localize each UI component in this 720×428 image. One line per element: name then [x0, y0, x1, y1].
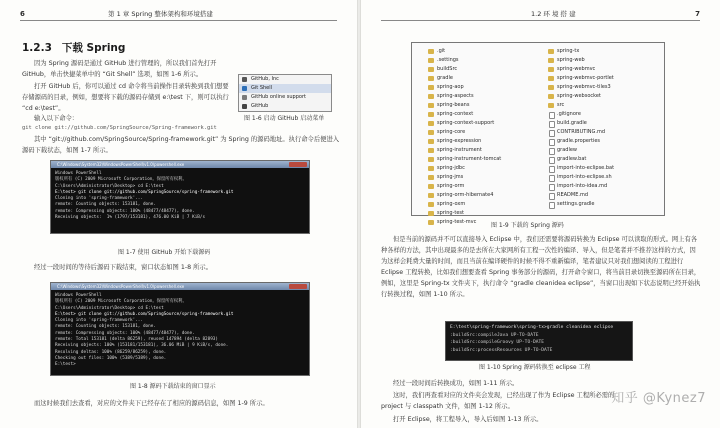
- github-icon: [242, 77, 247, 82]
- section-heading: [22, 40, 125, 55]
- folder-item[interactable]: [548, 47, 614, 56]
- right-page-number: 7: [695, 10, 700, 18]
- folder-item[interactable]: [428, 92, 501, 101]
- file-item[interactable]: [548, 164, 614, 173]
- file-name: .gitignore: [557, 111, 581, 117]
- folder-icon: [548, 76, 554, 81]
- left-running-header: [20, 8, 337, 21]
- folder-item[interactable]: [548, 83, 614, 92]
- folder-icon: [428, 130, 434, 135]
- menu-item-github[interactable]: GitHub: [239, 102, 331, 111]
- folder-icon: [428, 58, 434, 63]
- folder-item[interactable]: [428, 128, 501, 137]
- folder-item[interactable]: [428, 164, 501, 173]
- folder-item[interactable]: [428, 173, 501, 182]
- menu-item-git-shell[interactable]: Git Shell: [239, 84, 331, 93]
- file-name: gradlew: [557, 147, 578, 153]
- folder-icon: [428, 211, 434, 216]
- window-titlebar: C:\Windows\System32\WindowsPowerShell\v1.0\powershell.exe: [51, 161, 309, 168]
- folder-item[interactable]: [428, 56, 501, 65]
- file-name: spring-beans: [437, 102, 470, 108]
- paragraph-eclipse-conversion: 但是当前的源码并不可以直接导入 Eclipse 中，我们还需要将源码转换为 Eclipse 可以读取的形式。网上有各种各样的方法，其中出现最多的是去所在大家网所有工程一次性的编译、导入，但是笔者并不推荐这样的方式，因为这样会耗费大量的时间，而且当前在编译硬件的时候不得不重新编译，笔者建议只对我们想阅读的工程进行 Eclipse 工程转换，比如我们想要查看 Spring 事务部分的源码，打开命令窗口，将当前目录切换至源码所在目录，例如，这里是 Spring-tx 文件夹下，执行命令 “gradle cleanidea eclipse”，当窗口出现如下状态说明已经开始执行转换过程，如图 1-10 所示。: [381, 236, 701, 298]
- folder-icon: [428, 85, 434, 90]
- powershell-window-download: [50, 160, 310, 234]
- file-name: import-into-eclipse.bat: [557, 165, 615, 171]
- folder-icon: [428, 121, 434, 126]
- file-name: .git: [437, 48, 446, 54]
- file-item[interactable]: [548, 155, 614, 164]
- file-icon: [549, 148, 555, 155]
- code-git-clone: git clone git://github.com/SpringSource/Spring-framework.git: [22, 125, 217, 131]
- file-name: spring-oxm: [437, 201, 466, 207]
- folder-icon: [428, 202, 434, 207]
- file-name: spring-aop: [437, 84, 464, 90]
- folder-icon: [428, 175, 434, 180]
- file-item[interactable]: [548, 191, 614, 200]
- folder-item[interactable]: [428, 200, 501, 209]
- file-item[interactable]: [548, 146, 614, 155]
- file-item[interactable]: [548, 137, 614, 146]
- folder-item[interactable]: [428, 83, 501, 92]
- gradle-console-window: [445, 321, 633, 361]
- menu-item-github-support[interactable]: GitHub online support: [239, 93, 331, 102]
- paragraph-conversion-success: 经过一段时间后转换成功，如图 1-11 所示。: [393, 380, 519, 387]
- figure-caption-1-6: 图 1-6 启动 GitHub 启动菜单: [244, 115, 325, 122]
- file-name: spring-tx: [557, 48, 580, 54]
- folder-item[interactable]: [428, 191, 501, 200]
- folder-icon: [428, 184, 434, 189]
- folder-item[interactable]: [428, 65, 501, 74]
- folder-item[interactable]: [428, 74, 501, 83]
- file-name: spring-context-support: [437, 120, 495, 126]
- figure-caption-1-9: 图 1-9 下载的 Spring 源码: [491, 222, 564, 229]
- file-item[interactable]: [548, 119, 614, 128]
- folder-item[interactable]: [428, 119, 501, 128]
- paragraph-download-finished: 经过一段时间的等待后源码下载结束，窗口状态如图 1-8 所示。: [34, 264, 213, 271]
- folder-icon: [548, 85, 554, 90]
- console-output: E:\test\spring-framework\spring-tx>gradle cleanidea eclipse :buildSrc:compileJava UP-TO-DATE :buildSrc:compileGroovy UP-TO-DATE :buildSrc:processResources UP-TO-DATE: [450, 325, 614, 353]
- folder-icon: [428, 49, 434, 54]
- menu-item-github-inc[interactable]: GitHub, Inc: [239, 75, 331, 84]
- file-column-left: [428, 47, 501, 227]
- right-page: [361, 0, 720, 428]
- powershell-window-finished: [50, 282, 310, 376]
- folder-icon: [428, 148, 434, 153]
- paragraph-git-shell: 因为 Spring 源码是通过 GitHub 进行管理的，所以我们首先打开 GitHub，单击快捷菜单中的 “Git Shell” 选项，如图 1-6 所示。: [22, 60, 217, 78]
- folder-icon: [548, 103, 554, 108]
- file-name: gradle.properties: [557, 138, 601, 144]
- folder-icon: [428, 103, 434, 108]
- file-name: spring-instrument-tomcat: [437, 156, 502, 162]
- folder-item[interactable]: [428, 146, 501, 155]
- file-name: spring-webmvc-tiles3: [557, 84, 611, 90]
- figure-caption-1-7: 图 1-7 使用 GitHub 开始下载源码: [118, 249, 211, 256]
- file-name: spring-instrument: [437, 147, 482, 153]
- file-name: spring-orm: [437, 183, 465, 189]
- file-name: gradle: [437, 75, 453, 81]
- file-icon: [549, 175, 555, 182]
- file-name: spring-orm-hibernate4: [437, 192, 494, 198]
- folder-icon: [428, 94, 434, 99]
- folder-icon: [548, 58, 554, 63]
- folder-item[interactable]: [428, 137, 501, 146]
- file-icon: [549, 166, 555, 173]
- file-name: spring-websocket: [557, 93, 601, 99]
- folder-icon: [548, 67, 554, 72]
- folder-icon: [428, 157, 434, 162]
- file-name: import-into-idea.md: [557, 183, 608, 189]
- paragraph-source-address: 其中 “git://github.com/SpringSource/Spring-framework.git” 为 Spring 的源码地址。执行命令后便进入源码下载状态，如图 1-7 所示。: [22, 136, 340, 154]
- file-name: README.md: [557, 192, 589, 198]
- folder-icon: [428, 112, 434, 117]
- file-name: spring-webmvc-portlet: [557, 75, 614, 81]
- file-icon: [549, 139, 555, 146]
- file-name: CONTRIBUTING.md: [557, 129, 606, 135]
- section-header: 1.2 环 境 搭 建: [531, 10, 576, 18]
- file-name: build.gradle: [557, 120, 587, 126]
- file-column-right: [548, 47, 614, 209]
- folder-item[interactable]: [428, 110, 501, 119]
- file-item[interactable]: [548, 182, 614, 191]
- file-name: spring-test: [437, 210, 464, 216]
- file-name: buildSrc: [437, 66, 458, 72]
- file-icon: [549, 193, 555, 200]
- file-name: gradlew.bat: [557, 156, 587, 162]
- folder-item[interactable]: [428, 101, 501, 110]
- file-name: spring-web: [557, 57, 585, 63]
- window-titlebar: C:\Windows\System32\WindowsPowerShell\v1.0\powershell.exe: [51, 283, 309, 290]
- folder-icon: [428, 67, 434, 72]
- file-name: import-into-eclipse.sh: [557, 174, 612, 180]
- folder-icon: [428, 76, 434, 81]
- folder-item[interactable]: [548, 92, 614, 101]
- zhihu-watermark: 知乎 @Kynez7: [611, 391, 706, 406]
- file-name: spring-context: [437, 111, 474, 117]
- file-icon: [549, 184, 555, 191]
- folder-icon: [548, 49, 554, 54]
- file-name: spring-aspects: [437, 93, 474, 99]
- file-item[interactable]: [548, 200, 614, 209]
- file-name: spring-expression: [437, 138, 482, 144]
- file-item[interactable]: [548, 110, 614, 119]
- paragraph-input-command: 输入以下命令：: [34, 115, 79, 122]
- file-name: spring-jms: [437, 174, 464, 180]
- left-page: [0, 0, 357, 428]
- section-title: 下载 Spring: [61, 42, 126, 54]
- folder-icon: [428, 193, 434, 198]
- folder-item[interactable]: [428, 155, 501, 164]
- folder-item[interactable]: [548, 101, 614, 110]
- folder-item[interactable]: [428, 209, 501, 218]
- section-number: 1.2.3: [22, 42, 52, 54]
- source-file-listing: [411, 42, 665, 225]
- folder-item[interactable]: [548, 65, 614, 74]
- file-name: spring-core: [437, 129, 466, 135]
- github-start-menu: [238, 74, 332, 112]
- folder-item[interactable]: [548, 74, 614, 83]
- folder-icon: [548, 94, 554, 99]
- folder-icon: [428, 220, 434, 225]
- folder-item[interactable]: [428, 47, 501, 56]
- github-icon: [242, 104, 247, 109]
- file-icon: [549, 130, 555, 137]
- window-controls[interactable]: [289, 284, 307, 289]
- file-item[interactable]: [548, 173, 614, 182]
- folder-icon: [428, 166, 434, 171]
- file-item[interactable]: [548, 128, 614, 137]
- paragraph-cd-command: 打开 GitHub 后，你可以通过 cd 命令将当前操作目录转换到我们想要存储源码的目录，例如，想要将下载的源码存储到 e:\test 下，则可以执行 “cd e:\test”。: [22, 83, 229, 112]
- shell-icon: [242, 86, 247, 91]
- figure-caption-1-10: 图 1-10 Spring 源码转换至 eclipse 工程: [479, 364, 591, 371]
- folder-item[interactable]: [428, 182, 501, 191]
- figure-caption-1-8: 图 1-8 源码下载结束的窗口显示: [130, 383, 216, 390]
- file-name: spring-jdbc: [437, 165, 465, 171]
- console-output: Windows PowerShell 版权所有 (C) 2009 Microsoft Corporation。保留所有权利。 C:\Users\Administrator\Desktop> cd E:\test E:\test> git clone git://github.com/SpringSource/spring-framework.git Cloning into 'spring-framework'... remote: Counting objects: 153181, done. remote: Compressing objects: 100% (48477/48477), done. Receiving objects: 1% (1797/153181), 476.00 KiB | 7 KiB/s: [55, 171, 234, 221]
- help-icon: [242, 95, 247, 100]
- console-output: Windows PowerShell 版权所有 (C) 2009 Microsoft Corporation。保留所有权利。 C:\Users\Administrator\Desktop> cd E:\test E:\test> git clone git://github.com/SpringSource/spring-framework.git Cloning into 'spring-framework'... remote: Counting objects: 153181, done. remote: Compressing objects: 100% (48477/48477), done. remote: Total 153181 (delta 86259), reused 147894 (delta 82893) Receiving objects: 100% (153181/153181), 36.06 MiB | 9 KiB/s, done. Resolving deltas: 100% (86259/86259), done. Checking out files: 100% (5389/5389), done. E:\test>: [55, 293, 234, 368]
- folder-item[interactable]: [548, 56, 614, 65]
- file-name: spring-webmvc: [557, 66, 596, 72]
- file-name: .settings: [437, 57, 459, 63]
- file-icon: [549, 157, 555, 164]
- left-page-number: 6: [20, 10, 25, 18]
- folder-icon: [428, 139, 434, 144]
- file-icon: [549, 121, 555, 128]
- right-running-header: [381, 8, 700, 21]
- chapter-header: 第 1 章 Spring 整体架构和环境搭建: [108, 10, 213, 18]
- window-controls[interactable]: [289, 162, 307, 167]
- file-name: spring-test-mvc: [437, 219, 477, 225]
- paragraph-project-files: 这时，我们再查看对应的文件夹会发现，已经出现了作为 Eclipse 工程所必需的 project 与 classpath 文件，如图 1-12 所示。: [381, 392, 615, 410]
- file-name: settings.gradle: [557, 201, 595, 207]
- file-icon: [549, 202, 555, 209]
- paragraph-check-folder: 而这时候我们去查看，对应的文件夹下已经存在了相应的源码信息，如图 1-9 所示。: [34, 400, 269, 407]
- file-icon: [549, 112, 555, 119]
- paragraph-import-eclipse: 打开 Eclipse，将工程导入，导入后如图 1-13 所示。: [393, 416, 543, 423]
- file-name: src: [557, 102, 565, 108]
